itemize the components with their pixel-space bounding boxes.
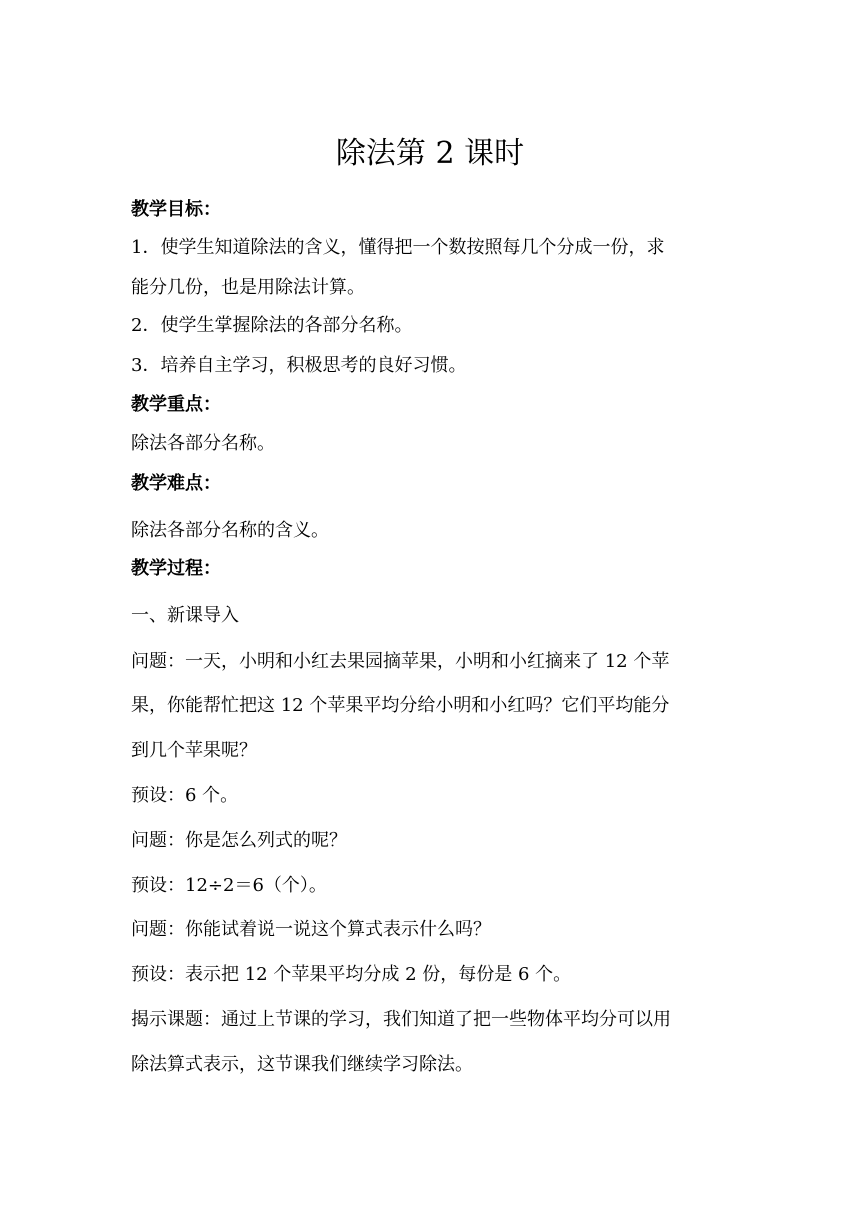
key-points-heading: 教学重点： [131,394,221,415]
answer-3: 预设：表示把 12 个苹果平均分成 2 份，每份是 6 个。 [131,964,572,985]
question-1-line-2: 果，你能帮忙把这 12 个苹果平均分给小明和小红吗？它们平均能分 [131,695,670,716]
difficulties-heading: 教学难点： [131,473,221,494]
reveal-topic-line-1: 揭示课题：通过上节课的学习，我们知道了把一些物体平均分可以用 [131,1009,671,1030]
document-title: 除法第 2 课时 [335,136,525,171]
reveal-topic-line-2: 除法算式表示，这节课我们继续学习除法。 [131,1054,473,1075]
difficulties-text: 除法各部分名称的含义。 [131,520,329,541]
question-2: 问题：你是怎么列式的呢？ [131,830,347,851]
key-points-text: 除法各部分名称。 [131,433,275,454]
objective-2: 2．使学生掌握除法的各部分名称。 [131,315,413,336]
objective-1-line-1: 1．使学生知道除法的含义，懂得把一个数按照每几个分成一份，求 [131,237,665,258]
objective-1-line-2: 能分几份，也是用除法计算。 [131,277,365,298]
question-1-line-1: 问题：一天，小明和小红去果园摘苹果，小明和小红摘来了 12 个苹 [131,651,670,672]
process-heading: 教学过程： [131,558,221,579]
objective-3: 3．培养自主学习，积极思考的良好习惯。 [131,355,467,376]
section-new-lesson-intro: 一、新课导入 [131,605,239,626]
question-3: 问题：你能试着说一说这个算式表示什么吗？ [131,919,491,940]
objectives-heading: 教学目标： [131,199,221,220]
answer-1: 预设：6 个。 [131,785,239,806]
answer-2: 预设：12÷2＝6（个）。 [131,875,327,896]
question-1-line-3: 到几个苹果呢？ [131,740,257,761]
